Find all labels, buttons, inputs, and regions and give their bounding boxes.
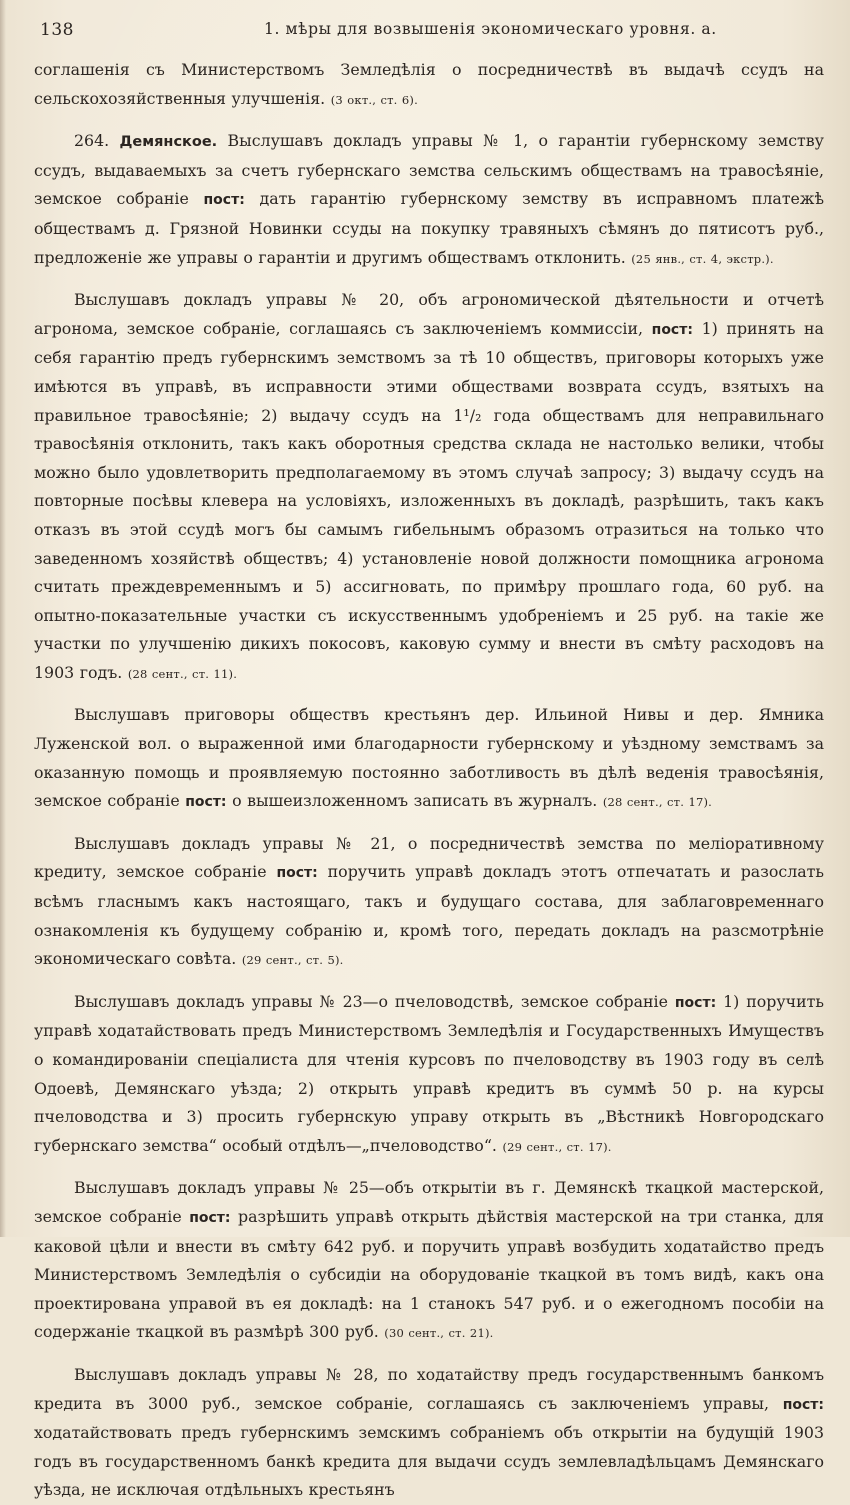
paragraph-text: ходатайствовать предъ губернскимъ земскимъ собраніемъ объ открытіи на будущій 1903 годъ въ государственномъ банкѣ кредита для выдачи ссудъ землевладѣльцамъ Демянскаго уѣзда, не исключая отдѣльныхъ крестьянъ bbox=[34, 1423, 824, 1500]
session-reference: (30 сент., ст. 21). bbox=[384, 1326, 494, 1341]
resolution-marker: пост: bbox=[185, 794, 227, 811]
document-body bbox=[34, 56, 824, 1505]
paragraph-text: Выслушавъ докладъ управы № 1, о гарантіи губернскому земству ссудъ, выдаваемыхъ за счетъ губернскаго земства сельскимъ обществамъ на травосѣяніе, земское собраніе bbox=[34, 131, 824, 209]
running-title: 1. мѣры для возвышенія экономическаго уровня. а. bbox=[264, 20, 717, 38]
resolution-264 bbox=[34, 127, 824, 273]
paragraph-text: Выслушавъ докладъ управы № 20, объ агрономической дѣятельности и отчетѣ агронома, земское собраніе, соглашаясь съ заключеніемъ коммиссіи, bbox=[34, 290, 824, 338]
session-reference: (3 окт., ст. 6). bbox=[330, 92, 418, 107]
paragraph-text: о вышеизложенномъ записать въ журналъ. bbox=[232, 791, 598, 811]
resolution-peasant-verdicts bbox=[34, 701, 824, 816]
session-reference: (29 сент., ст. 17). bbox=[502, 1139, 612, 1154]
resolution-marker: пост: bbox=[203, 192, 245, 209]
paragraph-text: 1) поручить управѣ ходатайствовать предъ Министерствомъ Земледѣлія и Государственныхъ Имуществъ о командированіи спеціалиста для чтенія курсовъ по пчеловодству въ 1903 году въ селѣ Одоевѣ, Демянскаго уѣзда; 2) открыть управѣ кредитъ въ суммѣ 50 р. на курсы пчеловодства и 3) просить губернскую управу открыть въ „Вѣстникѣ Новгородскаго губернскаго земства“ особый отдѣлъ—„пчеловодство“. bbox=[34, 991, 824, 1155]
resolution-report-21 bbox=[34, 830, 824, 975]
session-reference: (25 янв., ст. 4, экстр.). bbox=[631, 251, 774, 266]
running-header bbox=[34, 20, 820, 44]
paragraph-text: Выслушавъ докладъ управы № 23—о пчеловодствѣ, земское собраніе bbox=[74, 991, 668, 1011]
resolution-marker: пост: bbox=[276, 865, 318, 882]
district-name: Демянское. bbox=[119, 134, 218, 151]
resolution-marker: пост: bbox=[674, 994, 717, 1011]
paragraph-text: 1) принять на себя гарантію предъ губернскимъ земствомъ за тѣ 10 обществъ, приговоры которыхъ уже имѣются въ управѣ, въ исправности этими обществами возврата ссудъ, взятыхъ на правильное травосѣяніе; 2) выдачу ссудъ на 1¹/₂ года обществамъ для неправильнаго травосѣянія отклонить, такъ какъ оборотныя средства склада не настолько велики, чтобы можно было удовлетворить предполагаемому въ этомъ случаѣ запросу; 3) выдачу ссудъ на повторные посѣвы клевера на условіяхъ, изложенныхъ въ докладѣ, разрѣшить, такъ какъ отказъ въ этой ссудѣ могъ бы самымъ гибельнымъ образомъ отразиться на только что заведенномъ хозяйствѣ обществъ; 4) установленіе новой должности помощника агронома считать преждевременнымъ и 5) ассигновать, по примѣру прошлаго года, 60 руб. на опытно-показательные участки съ искусственнымъ удобреніемъ и 25 руб. на такіе же участки по улучшенію дикихъ покосовъ, каковую сумму и внести въ смѣту расходовъ на 1903 годъ. bbox=[34, 318, 824, 682]
resolution-marker: пост: bbox=[189, 1209, 231, 1226]
session-reference: (28 сент., ст. 17). bbox=[602, 795, 713, 810]
resolution-marker: пост: bbox=[782, 1396, 824, 1413]
resolution-number: 264. bbox=[74, 131, 110, 151]
paragraph-continuation bbox=[34, 56, 824, 114]
resolution-marker: пост: bbox=[651, 321, 693, 338]
resolution-report-20 bbox=[34, 286, 824, 688]
paragraph-text: Выслушавъ докладъ управы № 25—объ открытіи въ г. Демянскѣ ткацкой мастерской, земское собраніе bbox=[34, 1178, 824, 1226]
paragraph-text: Выслушавъ докладъ управы № 21, о посредничествѣ земства по меліоративному кредиту, земское собраніе bbox=[34, 833, 824, 882]
resolution-report-28 bbox=[34, 1361, 824, 1505]
session-reference: (29 сент., ст. 5). bbox=[241, 953, 344, 968]
paragraph-text: разрѣшить управѣ открыть дѣйствія мастерской на три станка, для каковой цѣли и внести въ смѣту 642 руб. и поручить управѣ возбудить ходатайство предъ Министерствомъ Земледѣлія о субсидіи на оборудованіе ткацкой въ томъ видѣ, какъ она проектирована управой въ ея докладѣ: на 1 станокъ 547 руб. и о ежегодномъ пособіи на содержаніе ткацкой въ размѣрѣ 300 руб. bbox=[34, 1206, 824, 1342]
paragraph-text: соглашенія съ Министерствомъ Земледѣлія о посредничествѣ въ выдачѣ ссудъ на сельскохозяйственныя улучшенія. bbox=[34, 60, 824, 108]
paragraph-text: Выслушавъ докладъ управы № 28, по ходатайству предъ государственнымъ банкомъ кредита въ 3000 руб., земское собраніе, соглашаясь съ заключеніемъ управы, bbox=[34, 1364, 824, 1413]
paragraph-text: Выслушавъ приговоры обществъ крестьянъ дер. Ильиной Нивы и дер. Ямника Луженской вол. о выраженной ими благодарности губернскому и уѣздному земствамъ за оказанную помощь и проявляемую постоянно заботливость въ дѣлѣ веденія травосѣянія, земское собраніе bbox=[34, 705, 824, 811]
session-reference: (28 сент., ст. 11). bbox=[127, 666, 238, 681]
page-number: 138 bbox=[40, 20, 74, 40]
resolution-report-23 bbox=[34, 988, 824, 1162]
resolution-report-25 bbox=[34, 1174, 824, 1348]
paragraph-text: дать гарантію губернскому земству въ исправномъ платежѣ обществамъ д. Грязной Новинки ссуды на покупку травяныхъ сѣмянъ до пятисотъ руб., предложеніе же управы о гарантіи и другимъ обществамъ отклонить. bbox=[34, 189, 824, 267]
paragraph-text: поручить управѣ докладъ этотъ отпечатать и разослать всѣмъ гласнымъ какъ настоящаго, такъ и будущаго состава, для заблаговременнаго ознакомленія къ будущему собранію и, кромѣ того, передать докладъ на разсмотрѣніе экономическаго совѣта. bbox=[34, 862, 824, 969]
